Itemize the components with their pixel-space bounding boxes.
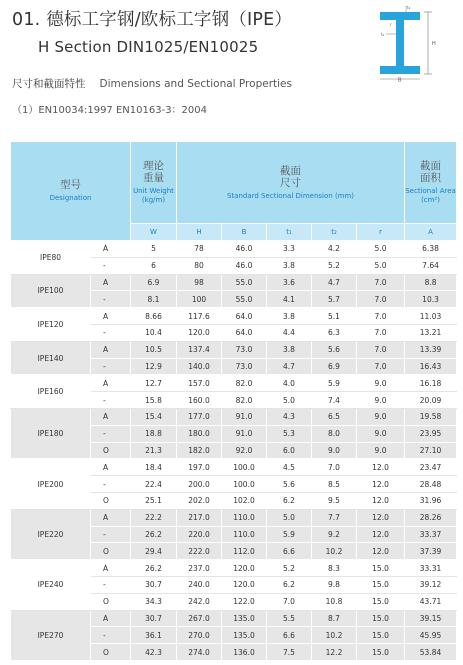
value-cell: 5.0 (357, 241, 405, 258)
value-cell: 4.1 (267, 291, 312, 308)
section-heading (12, 76, 292, 91)
value-cell: 9.0 (357, 392, 405, 409)
value-cell: 15.8 (131, 392, 177, 409)
value-cell: 4.5 (267, 459, 312, 476)
value-cell: 7.0 (357, 308, 405, 325)
value-cell: 42.3 (131, 644, 177, 661)
value-cell: 4.2 (312, 241, 357, 258)
value-cell: 53.84 (405, 644, 457, 661)
value-cell: 5.2 (312, 257, 357, 274)
value-cell: 26.2 (131, 526, 177, 543)
value-cell: 12.0 (357, 476, 405, 493)
value-cell: 15.4 (131, 408, 177, 425)
variant-cell: - (91, 627, 131, 644)
value-cell: 8.7 (312, 610, 357, 627)
value-cell: 9.0 (357, 442, 405, 459)
value-cell: 18.8 (131, 425, 177, 442)
designation-cell: IPE100 (11, 274, 91, 308)
designation-cell: IPE160 (11, 375, 91, 409)
header-weight: 理论 重量 Unit Weight (kg/m) (131, 142, 177, 224)
variant-cell: - (91, 324, 131, 341)
value-cell: 5.0 (267, 509, 312, 526)
designation-cell: IPE180 (11, 408, 91, 458)
value-cell: 222.0 (177, 543, 222, 560)
value-cell: 6.3 (312, 324, 357, 341)
value-cell: 120.0 (222, 560, 267, 577)
value-cell: 5.9 (312, 375, 357, 392)
designation-cell: IPE240 (11, 560, 91, 610)
table-row (11, 459, 457, 476)
standard-reference: （1）EN10034:1997 EN10163-3：2004 (12, 105, 207, 116)
section-heading-cn: 尺寸和截面特性 (12, 78, 86, 90)
value-cell: 6.9 (131, 274, 177, 291)
value-cell: 140.0 (177, 358, 222, 375)
value-cell: 3.6 (267, 274, 312, 291)
value-cell: 9.0 (312, 442, 357, 459)
header-designation: 型号 Designation (11, 142, 131, 241)
value-cell: 22.4 (131, 476, 177, 493)
value-cell: 46.0 (222, 241, 267, 258)
value-cell: 102.0 (222, 492, 267, 509)
value-cell: 202.0 (177, 492, 222, 509)
value-cell: 82.0 (222, 375, 267, 392)
value-cell: 12.7 (131, 375, 177, 392)
value-cell: 197.0 (177, 459, 222, 476)
symbol-header: H (177, 224, 222, 241)
value-cell: 16.43 (405, 358, 457, 375)
value-cell: 25.1 (131, 492, 177, 509)
value-cell: 6.38 (405, 241, 457, 258)
value-cell: 8.3 (312, 560, 357, 577)
value-cell: 122.0 (222, 593, 267, 610)
value-cell: 5.1 (312, 308, 357, 325)
value-cell: 19.58 (405, 408, 457, 425)
value-cell: 64.0 (222, 324, 267, 341)
value-cell: 7.64 (405, 257, 457, 274)
value-cell: 20.09 (405, 392, 457, 409)
label-tw: t₁ (381, 32, 385, 37)
value-cell: 237.0 (177, 560, 222, 577)
value-cell: 11.03 (405, 308, 457, 325)
value-cell: 5.6 (267, 476, 312, 493)
table-row (11, 341, 457, 358)
label-b: B (398, 77, 402, 82)
value-cell: 91.0 (222, 425, 267, 442)
designation-cell: IPE220 (11, 509, 91, 559)
table-row (11, 375, 457, 392)
value-cell: 12.0 (357, 492, 405, 509)
table-row (11, 241, 457, 258)
symbol-header: t₁ (267, 224, 312, 241)
table-row (11, 560, 457, 577)
symbol-header: B (222, 224, 267, 241)
value-cell: 100 (177, 291, 222, 308)
value-cell: 4.7 (312, 274, 357, 291)
variant-cell: A (91, 274, 131, 291)
value-cell: 177.0 (177, 408, 222, 425)
value-cell: 7.5 (267, 644, 312, 661)
value-cell: 220.0 (177, 526, 222, 543)
value-cell: 55.0 (222, 291, 267, 308)
value-cell: 18.4 (131, 459, 177, 476)
variant-cell: O (91, 644, 131, 661)
value-cell: 91.0 (222, 408, 267, 425)
value-cell: 6.2 (267, 492, 312, 509)
variant-cell: A (91, 308, 131, 325)
value-cell: 4.0 (267, 375, 312, 392)
value-cell: 200.0 (177, 476, 222, 493)
table-row (11, 274, 457, 291)
variant-cell: - (91, 476, 131, 493)
page-subtitle: H Section DIN1025/EN10025 (38, 38, 259, 56)
value-cell: 9.0 (357, 375, 405, 392)
value-cell: 22.2 (131, 509, 177, 526)
variant-cell: O (91, 543, 131, 560)
value-cell: 10.2 (312, 627, 357, 644)
value-cell: 33.31 (405, 560, 457, 577)
value-cell: 16.18 (405, 375, 457, 392)
variant-cell: A (91, 341, 131, 358)
value-cell: 137.4 (177, 341, 222, 358)
value-cell: 5.6 (312, 341, 357, 358)
designation-cell: IPE80 (11, 241, 91, 275)
label-h: H (432, 41, 436, 47)
value-cell: 120.0 (222, 576, 267, 593)
variant-cell: A (91, 375, 131, 392)
value-cell: 13.39 (405, 341, 457, 358)
value-cell: 9.5 (312, 492, 357, 509)
designation-cell: IPE200 (11, 459, 91, 509)
value-cell: 100.0 (222, 459, 267, 476)
value-cell: 15.0 (357, 610, 405, 627)
table-row (11, 308, 457, 325)
value-cell: 8.8 (405, 274, 457, 291)
variant-cell: - (91, 576, 131, 593)
value-cell: 64.0 (222, 308, 267, 325)
value-cell: 240.0 (177, 576, 222, 593)
value-cell: 6 (131, 257, 177, 274)
value-cell: 5 (131, 241, 177, 258)
value-cell: 10.2 (312, 543, 357, 560)
value-cell: 4.7 (267, 358, 312, 375)
value-cell: 12.9 (131, 358, 177, 375)
variant-cell: A (91, 408, 131, 425)
value-cell: 15.0 (357, 576, 405, 593)
value-cell: 267.0 (177, 610, 222, 627)
symbol-header: W (131, 224, 177, 241)
value-cell: 7.0 (312, 459, 357, 476)
value-cell: 8.1 (131, 291, 177, 308)
variant-cell: - (91, 358, 131, 375)
value-cell: 6.6 (267, 543, 312, 560)
value-cell: 43.71 (405, 593, 457, 610)
value-cell: 7.4 (312, 392, 357, 409)
value-cell: 242.0 (177, 593, 222, 610)
value-cell: 13.21 (405, 324, 457, 341)
value-cell: 46.0 (222, 257, 267, 274)
value-cell: 28.48 (405, 476, 457, 493)
value-cell: 39.15 (405, 610, 457, 627)
value-cell: 3.8 (267, 341, 312, 358)
value-cell: 15.0 (357, 644, 405, 661)
section-heading-en: Dimensions and Sectional Properties (99, 78, 292, 90)
value-cell: 39.12 (405, 576, 457, 593)
variant-cell: A (91, 459, 131, 476)
value-cell: 73.0 (222, 341, 267, 358)
page-title: 01. 德标工字钢/欧标工字钢（IPE） (12, 10, 293, 30)
value-cell: 7.0 (357, 324, 405, 341)
value-cell: 30.7 (131, 576, 177, 593)
value-cell: 37.39 (405, 543, 457, 560)
table-row (11, 408, 457, 425)
value-cell: 5.9 (267, 526, 312, 543)
value-cell: 98 (177, 274, 222, 291)
value-cell: 78 (177, 241, 222, 258)
value-cell: 8.0 (312, 425, 357, 442)
value-cell: 21.3 (131, 442, 177, 459)
value-cell: 5.7 (312, 291, 357, 308)
variant-cell: O (91, 492, 131, 509)
value-cell: 7.7 (312, 509, 357, 526)
value-cell: 7.0 (357, 291, 405, 308)
value-cell: 12.0 (357, 526, 405, 543)
section-properties-table (10, 141, 456, 661)
value-cell: 7.0 (267, 593, 312, 610)
value-cell: 6.9 (312, 358, 357, 375)
symbol-header: t₂ (312, 224, 357, 241)
value-cell: 12.2 (312, 644, 357, 661)
value-cell: 135.0 (222, 627, 267, 644)
value-cell: 110.0 (222, 526, 267, 543)
value-cell: 3.8 (267, 257, 312, 274)
value-cell: 7.0 (357, 341, 405, 358)
label-tf: t₂ (407, 5, 411, 10)
value-cell: 9.2 (312, 526, 357, 543)
header-dimension: 截面 尺寸 Standard Sectional Dimension (mm) (177, 142, 405, 224)
value-cell: 180.0 (177, 425, 222, 442)
value-cell: 7.0 (357, 358, 405, 375)
value-cell: 157.0 (177, 375, 222, 392)
value-cell: 34.3 (131, 593, 177, 610)
value-cell: 9.0 (357, 408, 405, 425)
value-cell: 82.0 (222, 392, 267, 409)
value-cell: 7.0 (357, 274, 405, 291)
value-cell: 23.95 (405, 425, 457, 442)
value-cell: 10.8 (312, 593, 357, 610)
value-cell: 135.0 (222, 610, 267, 627)
value-cell: 270.0 (177, 627, 222, 644)
value-cell: 182.0 (177, 442, 222, 459)
value-cell: 5.0 (267, 392, 312, 409)
value-cell: 274.0 (177, 644, 222, 661)
value-cell: 15.0 (357, 560, 405, 577)
table-row (11, 509, 457, 526)
value-cell: 10.4 (131, 324, 177, 341)
value-cell: 15.0 (357, 627, 405, 644)
value-cell: 5.0 (357, 257, 405, 274)
value-cell: 6.5 (312, 408, 357, 425)
value-cell: 120.0 (177, 324, 222, 341)
value-cell: 29.4 (131, 543, 177, 560)
value-cell: 73.0 (222, 358, 267, 375)
value-cell: 3.8 (267, 308, 312, 325)
variant-cell: - (91, 526, 131, 543)
value-cell: 80 (177, 257, 222, 274)
variant-cell: O (91, 593, 131, 610)
variant-cell: - (91, 392, 131, 409)
value-cell: 3.3 (267, 241, 312, 258)
value-cell: 9.8 (312, 576, 357, 593)
value-cell: 5.2 (267, 560, 312, 577)
value-cell: 28.26 (405, 509, 457, 526)
value-cell: 12.0 (357, 509, 405, 526)
variant-cell: - (91, 257, 131, 274)
designation-cell: IPE140 (11, 341, 91, 375)
value-cell: 9.0 (357, 425, 405, 442)
value-cell: 10.5 (131, 341, 177, 358)
value-cell: 26.2 (131, 560, 177, 577)
variant-cell: - (91, 425, 131, 442)
designation-cell: IPE120 (11, 308, 91, 342)
symbol-header: A (405, 224, 457, 241)
value-cell: 112.0 (222, 543, 267, 560)
value-cell: 117.6 (177, 308, 222, 325)
value-cell: 8.66 (131, 308, 177, 325)
value-cell: 5.5 (267, 610, 312, 627)
value-cell: 55.0 (222, 274, 267, 291)
table-row (11, 610, 457, 627)
value-cell: 36.1 (131, 627, 177, 644)
value-cell: 31.96 (405, 492, 457, 509)
value-cell: 92.0 (222, 442, 267, 459)
variant-cell: A (91, 241, 131, 258)
value-cell: 160.0 (177, 392, 222, 409)
h-beam-diagram-icon (376, 4, 446, 82)
value-cell: 100.0 (222, 476, 267, 493)
value-cell: 33.37 (405, 526, 457, 543)
value-cell: 5.3 (267, 425, 312, 442)
value-cell: 27.10 (405, 442, 457, 459)
symbol-header: r (357, 224, 405, 241)
value-cell: 10.3 (405, 291, 457, 308)
label-r: r (390, 22, 392, 27)
value-cell: 45.95 (405, 627, 457, 644)
value-cell: 15.0 (357, 593, 405, 610)
variant-cell: O (91, 442, 131, 459)
variant-cell: - (91, 291, 131, 308)
value-cell: 136.0 (222, 644, 267, 661)
variant-cell: A (91, 509, 131, 526)
value-cell: 217.0 (177, 509, 222, 526)
value-cell: 30.7 (131, 610, 177, 627)
value-cell: 6.6 (267, 627, 312, 644)
variant-cell: A (91, 560, 131, 577)
value-cell: 12.0 (357, 459, 405, 476)
value-cell: 4.3 (267, 408, 312, 425)
value-cell: 4.4 (267, 324, 312, 341)
value-cell: 110.0 (222, 509, 267, 526)
designation-cell: IPE270 (11, 610, 91, 660)
value-cell: 8.5 (312, 476, 357, 493)
value-cell: 6.0 (267, 442, 312, 459)
header-area: 截面 面积 Sectional Area (cm²) (405, 142, 457, 224)
value-cell: 12.0 (357, 543, 405, 560)
value-cell: 23.47 (405, 459, 457, 476)
variant-cell: A (91, 610, 131, 627)
value-cell: 6.2 (267, 576, 312, 593)
